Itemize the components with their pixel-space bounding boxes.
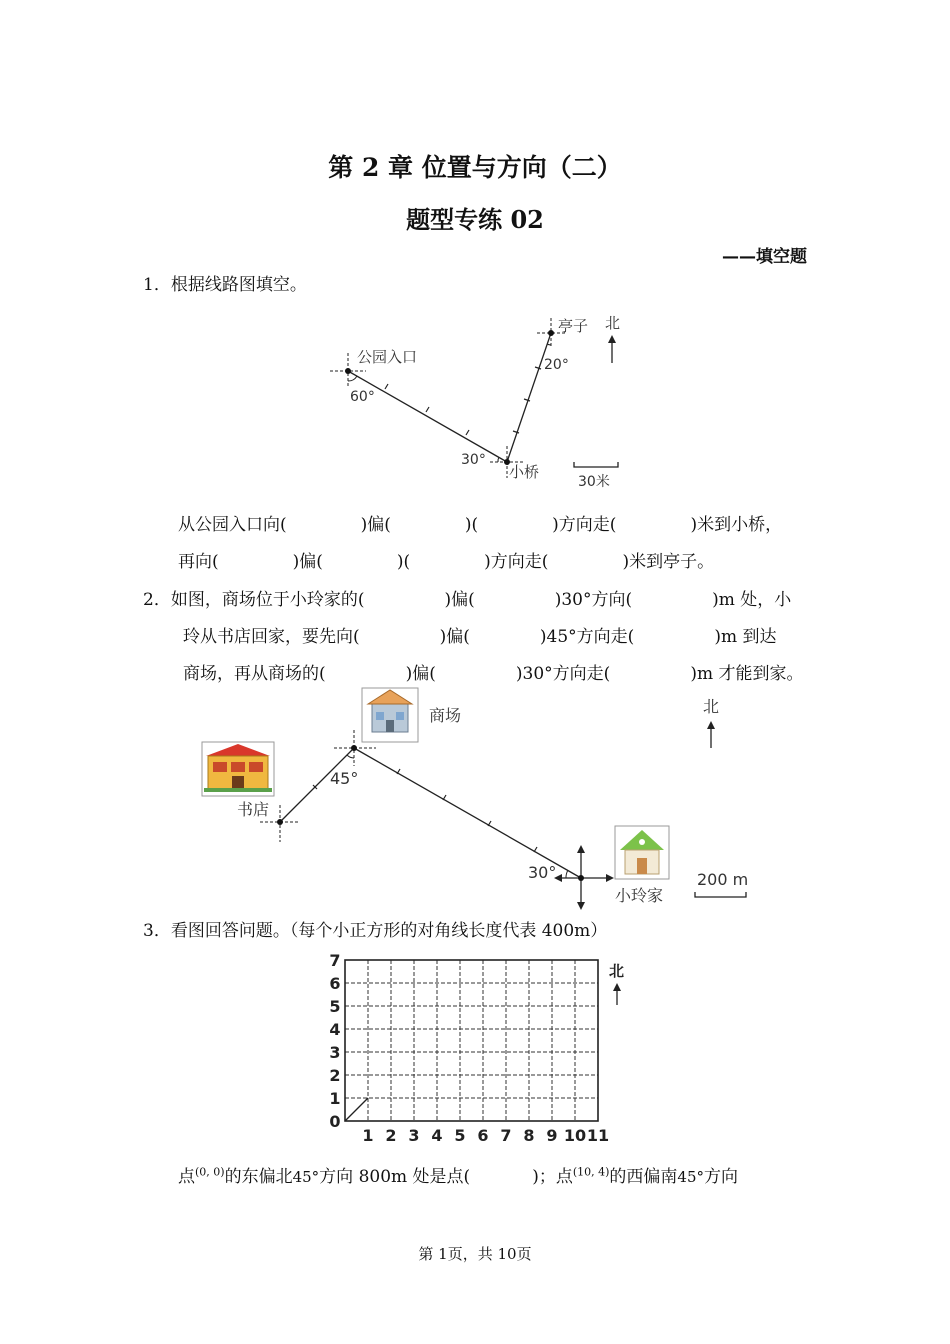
angle-label-30: 30° — [461, 452, 486, 468]
x-tick-label: 8 — [523, 1126, 535, 1145]
question-type-label: ——填空题 — [722, 247, 807, 267]
start-point — [345, 368, 351, 374]
x-tick-label: 11 — [586, 1126, 610, 1145]
x-tick-label: 7 — [500, 1126, 512, 1145]
q3-grid-figure — [318, 950, 638, 1150]
route-segment-2 — [507, 333, 551, 462]
y-tick-label: 3 — [329, 1043, 341, 1062]
angle-arc-60 — [348, 376, 357, 381]
route-mall-home — [354, 748, 581, 878]
q3-stem — [143, 921, 607, 941]
angle-arc-30 — [498, 457, 499, 462]
scale-bar — [695, 892, 746, 897]
y-tick-label: 5 — [329, 997, 341, 1016]
y-tick-label: 7 — [329, 951, 341, 970]
grid-lines — [345, 960, 598, 1121]
q1-stem — [143, 275, 307, 295]
y-tick-label: 1 — [329, 1089, 341, 1108]
coord-10-4: (10, 4) — [572, 1165, 610, 1179]
q3-fill-line: 点$^{(0, 0)}$的东偏北45°方向 800m 处是点( )；点$^{(10, 4)}$的西偏南45°方向 — [178, 1165, 738, 1187]
angle-arc-30 — [566, 870, 568, 878]
q3-text: 看图回答问题。（每个小正方形的对角线长度代表 400m） — [170, 921, 608, 941]
angle-label-30: 30° — [528, 863, 557, 882]
x-tick-label: 3 — [408, 1126, 420, 1145]
angle-arc-45 — [347, 755, 354, 758]
start-label: 公园入口 — [357, 348, 418, 366]
x-tick-label: 4 — [431, 1126, 443, 1145]
north-label: 北 — [609, 962, 625, 980]
angle-label-60: 60° — [350, 389, 375, 405]
y-tick-label: 4 — [329, 1020, 341, 1039]
chapter-title: 第 2 章 位置与方向（二） — [328, 153, 622, 182]
q2-line-2: 玲从书店回家，要先向( )偏( )45°方向走( )m 到达 — [183, 627, 777, 647]
home-label: 小玲家 — [615, 886, 664, 905]
scale-label: 30米 — [578, 474, 610, 490]
north-label: 北 — [605, 314, 621, 332]
section-subtitle: 题型专练 02 — [406, 205, 544, 234]
y-tick-label: 6 — [329, 974, 341, 993]
end-label: 亭子 — [558, 317, 589, 335]
x-tick-label: 5 — [454, 1126, 466, 1145]
bookstore-icon — [202, 742, 274, 796]
x-tick-label: 10 — [563, 1126, 587, 1145]
north-label: 北 — [703, 697, 720, 716]
angle-label-45: 45° — [330, 769, 359, 788]
north-arrow-icon — [608, 335, 616, 363]
x-tick-labels — [362, 1126, 609, 1145]
q3-number: 3． — [143, 921, 171, 941]
x-tick-label: 9 — [546, 1126, 558, 1145]
q1-fill-line-1: 从公园入口向( )偏( )( )方向走( )米到小桥， — [178, 515, 783, 535]
route-2-ticks — [513, 367, 541, 433]
grid-border — [345, 960, 598, 1121]
y-tick-label: 0 — [329, 1112, 341, 1131]
mall-point — [351, 745, 357, 751]
home-point — [578, 875, 584, 881]
mall-label: 商场 — [429, 706, 462, 725]
angle-label-20: 20° — [544, 357, 569, 373]
end-point — [548, 330, 554, 336]
bookstore-label: 书店 — [237, 800, 270, 819]
coord-0-0: (0, 0) — [195, 1165, 225, 1179]
route-segment-1 — [348, 371, 507, 462]
north-arrow-icon — [613, 983, 621, 1005]
diagonal-line — [345, 1098, 368, 1121]
x-tick-label: 1 — [362, 1126, 374, 1145]
q2-route-figure — [198, 685, 758, 910]
route-1-ticks — [385, 384, 469, 435]
page-footer: 第 1页，共 10页 — [418, 1245, 532, 1263]
x-tick-label: 6 — [477, 1126, 489, 1145]
north-arrow-icon — [707, 721, 715, 748]
bookstore-point — [277, 819, 283, 825]
y-tick-label: 2 — [329, 1066, 341, 1085]
q1-text: 根据线路图填空。 — [170, 275, 307, 295]
home-icon — [615, 826, 669, 879]
mall-icon — [362, 688, 418, 742]
home-compass-icon — [554, 845, 614, 910]
q1-number: 1． — [143, 275, 171, 295]
mid-label: 小桥 — [509, 463, 540, 481]
y-tick-labels — [329, 951, 340, 1131]
q1-fill-line-2: 再向( )偏( )( )方向走( )米到亭子。 — [178, 552, 715, 572]
x-tick-label: 2 — [385, 1126, 397, 1145]
q2-line-1: 2．如图，商场位于小玲家的( )偏( )30°方向( )m 处，小 — [143, 590, 792, 610]
scale-bar — [574, 462, 618, 467]
q1-route-figure — [320, 310, 650, 500]
scale-label: 200 m — [697, 870, 749, 889]
q2-line-3: 商场，再从商场的( )偏( )30°方向走( )m 才能到家。 — [183, 664, 804, 684]
